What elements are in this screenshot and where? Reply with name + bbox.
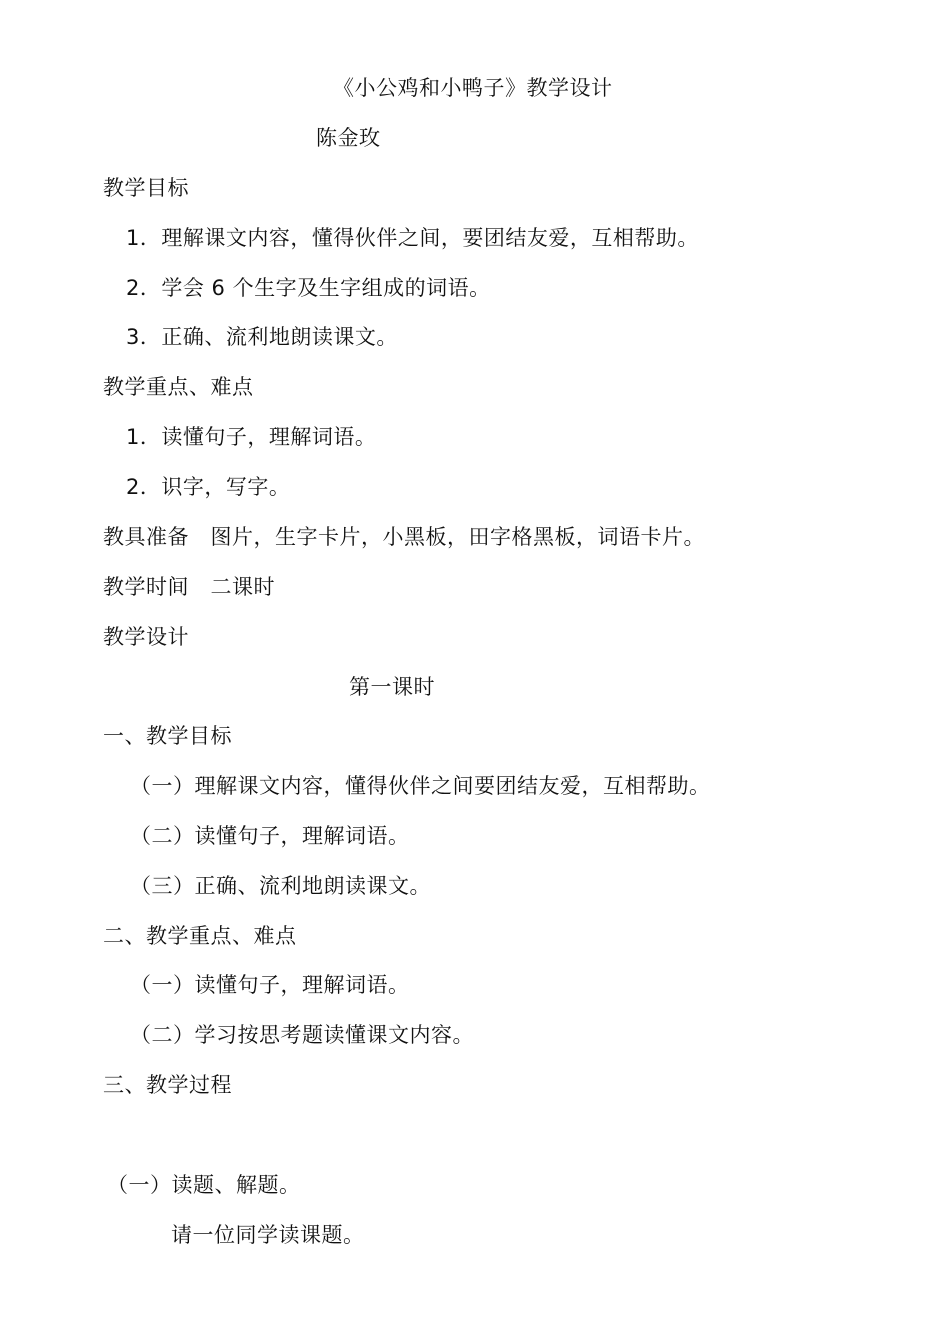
teaching-tools: 教具准备 图片，生字卡片，小黑板，田字格黑板，词语卡片。 <box>103 525 705 549</box>
section-item: （三）正确、流利地朗读课文。 <box>130 874 431 898</box>
goals-heading: 教学目标 <box>103 176 189 200</box>
section-item: （二）学习按思考题读懂课文内容。 <box>130 1023 474 1047</box>
lesson-title: 第一课时 <box>349 675 435 699</box>
key-points-heading: 教学重点、难点 <box>103 375 254 399</box>
author-name: 陈金玫 <box>316 126 381 150</box>
goal-item: 3．正确、流利地朗读课文。 <box>126 325 398 349</box>
section-heading: 二、教学重点、难点 <box>103 924 297 948</box>
section-heading: 一、教学目标 <box>103 724 232 748</box>
key-point-item: 1．读懂句子，理解词语。 <box>126 425 377 449</box>
section-item: （一）读懂句子，理解词语。 <box>130 973 410 997</box>
teaching-time: 教学时间 二课时 <box>103 575 275 599</box>
process-text: 请一位同学读课题。 <box>171 1223 365 1247</box>
section-heading: 三、教学过程 <box>103 1073 232 1097</box>
goal-item: 1．理解课文内容，懂得伙伴之间，要团结友爱，互相帮助。 <box>126 226 699 250</box>
key-point-item: 2．识字，写字。 <box>126 475 291 499</box>
design-heading: 教学设计 <box>103 625 189 649</box>
section-item: （一）理解课文内容，懂得伙伴之间要团结友爱，互相帮助。 <box>130 774 711 798</box>
section-item: （二）读懂句子，理解词语。 <box>130 824 410 848</box>
process-step: （一）读题、解题。 <box>107 1173 301 1197</box>
goal-item: 2．学会 6 个生字及生字组成的词语。 <box>126 276 491 300</box>
document-title: 《小公鸡和小鸭子》教学设计 <box>333 76 613 100</box>
